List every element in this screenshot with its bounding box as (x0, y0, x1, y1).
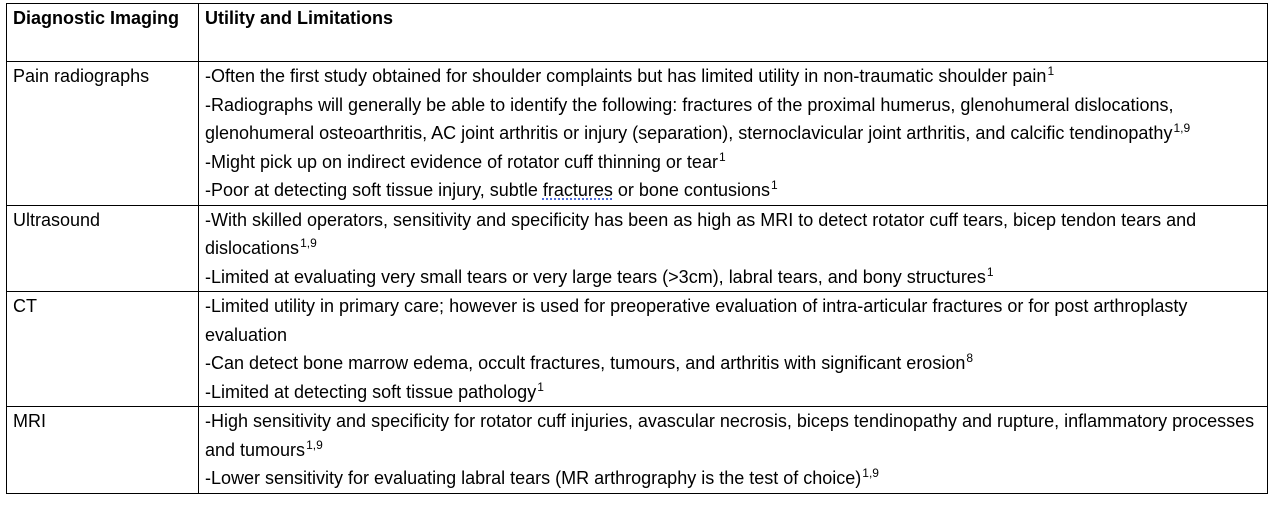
detail-line: -Might pick up on indirect evidence of rotator cuff thinning or tear$^1$ (205, 149, 726, 172)
detail-line: -Poor at detecting soft tissue injury, subtle fractures or bone contusions$^1$ (205, 178, 778, 200)
citation: 1 (1047, 64, 1055, 78)
row-details (199, 205, 1268, 292)
detail-line: -High sensitivity and specificity for rotator cuff injuries, avascular necrosis, biceps tendinopathy and rupture, inflammatory processes and tumours$^{1,9}$ (205, 411, 1255, 460)
citation: 1,9 (300, 236, 317, 250)
row-details (199, 407, 1268, 494)
citation: 1 (537, 379, 544, 394)
citation: 1,9 (1173, 121, 1191, 135)
detail-line: -Lower sensitivity for evaluating labral tears (MR arthrography is the test of choice)$^{1,9}$ (205, 466, 879, 488)
citation: 1 (718, 149, 726, 164)
header-row (7, 4, 1268, 62)
spellcheck-marked-word: fractures (542, 180, 613, 200)
detail-line: -Can detect bone marrow edema, occult fractures, tumours, and arthritis with significant erosion$^8$ (205, 351, 974, 373)
imaging-table (6, 3, 1268, 494)
row-label: CT (7, 292, 199, 407)
row-details (199, 62, 1268, 206)
detail-line: -Limited at evaluating very small tears or very large tears (>3cm), labral tears, and bony structures$^1$ (205, 264, 994, 287)
row-details (199, 292, 1268, 407)
citation: 1 (986, 264, 994, 279)
detail-line: -With skilled operators, sensitivity and specificity has been as high as MRI to detect rotator cuff tears, bicep tendon tears and dislocations$^{1,9}$ (205, 209, 1197, 258)
row-label: Pain radiographs (7, 62, 199, 206)
table-row-ultrasound (7, 205, 1268, 292)
table-row-ct (7, 292, 1268, 407)
detail-line: -Limited at detecting soft tissue pathology$^1$ (205, 379, 544, 402)
detail-line: -Limited utility in primary care; however is used for preoperative evaluation of intra-articular fractures or for post arthroplasty evaluation (205, 296, 1188, 345)
detail-line: -Often the first study obtained for shoulder complaints but has limited utility in non-traumatic shoulder pain$^1$ (205, 64, 1055, 86)
detail-line: -Radiographs will generally be able to identify the following: fractures of the proximal humerus, glenohumeral dislocations, glenohumeral osteoarthritis, AC joint arthritis or injury (separation), sternoclavicular joint arthritis, and calcific tendinopathy$^{1,9}$ (205, 94, 1191, 143)
citation: 1,9 (862, 466, 879, 480)
table-row-mri (7, 407, 1268, 494)
header-utility-limitations: Utility and Limitations (199, 4, 1268, 62)
citation: 8 (966, 351, 974, 365)
citation: 1,9 (306, 437, 323, 452)
header-diagnostic-imaging: Diagnostic Imaging (7, 4, 199, 62)
citation: 1 (770, 178, 778, 192)
table-row-pain-radiographs (7, 62, 1268, 206)
row-label: MRI (7, 407, 199, 494)
row-label: Ultrasound (7, 205, 199, 292)
